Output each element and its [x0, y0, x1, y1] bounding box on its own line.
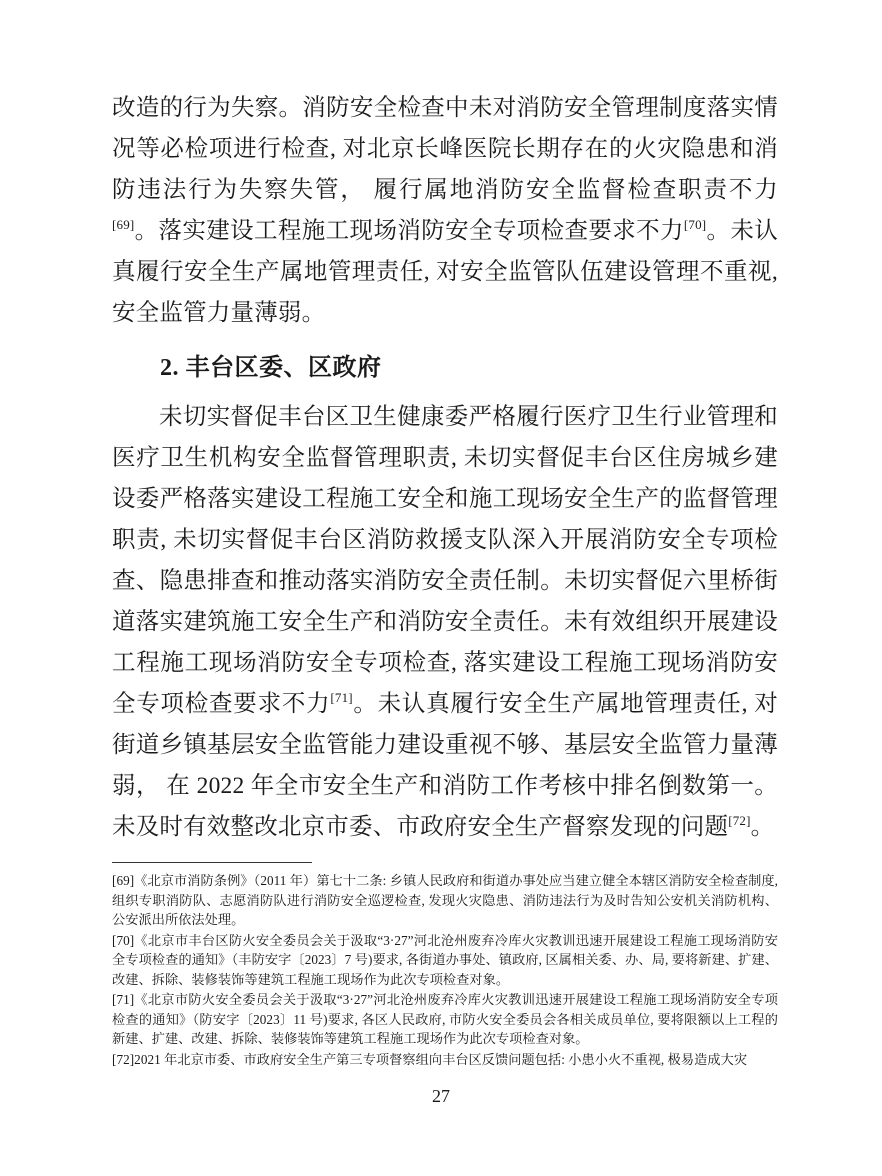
- footnote-separator-rule: [112, 862, 312, 863]
- paragraph-text: 改造的行为失察。消防安全检查中未对消防安全管理制度落实情况等必检项进行检查, 对北京长峰医院长期存在的火灾隐患和消防违法行为失察失管， 履行属地消防安全监督检查职责不力: [112, 95, 778, 203]
- section-heading: 2. 丰台区委、区政府: [160, 355, 382, 381]
- paragraph2-text-2: 。未认真履行安全生产属地管理责任, 对街道乡镇基层安全监管能力建设重视不够、基层安全监管力量薄弱， 在 2022 年全市安全生产和消防工作考核中排名倒数第一。未及时有效整改北京市委、市政府安全生产督察发现的问题: [112, 691, 778, 840]
- footnote-69: [69]《北京市消防条例》（2011 年）第七十二条: 乡镇人民政府和街道办事处应当建立健全本辖区消防安全检查制度, 组织专职消防队、志愿消防队进行消防安全巡逻检查, 发现火灾隐患、消防违法行为及时告知公安机关消防机构、公安派出所依法处理。: [112, 873, 778, 927]
- paragraph2-text-1: 未切实督促丰台区卫生健康委严格履行医疗卫生行业管理和医疗卫生机构安全监督管理职责, 未切实督促丰台区住房城乡建设委严格落实建设工程施工安全和施工现场安全生产的监督管理职责, 未切实督促丰台区消防救援支队深入开展消防安全专项检查、隐患排查和推动落实消防安全责任制。未切实督促六里桥街道落实建筑施工安全生产和消防安全责任。未有效组织开展建设工程施工现场消防安全专项检查, 落实建设工程施工现场消防安全专项检查要求不力: [112, 404, 778, 717]
- footnote-marker-72[interactable]: [72]: [728, 813, 751, 829]
- paragraph-text-2: 。落实建设工程施工现场消防安全专项检查要求不力: [134, 218, 684, 244]
- footnote-70: [70]《北京市丰台区防火安全委员会关于汲取“3·27”河北沧州废弃冷库火灾教训迅速开展建设工程施工现场消防安全专项检查的通知》（丰防安字〔2023〕7 号)要求, 各街道办事处、镇政府, 区属相关委、办、局, 要将新建、扩建、改建、拆除、装修装饰等建筑工程施工现场作为此次专项检查对象。: [112, 932, 778, 987]
- footnote-marker-71[interactable]: [71]: [330, 690, 353, 706]
- paragraph2-text-3: 。: [750, 814, 775, 840]
- paragraph-section-body: [112, 397, 778, 848]
- footnote-marker-69[interactable]: [69]: [112, 217, 135, 233]
- footnote-marker-70[interactable]: [70]: [683, 217, 707, 233]
- paragraph-text-3: 。未认真履行安全生产属地管理责任, 对安全监管队伍建设管理不重视, 安全监管力量薄弱。: [112, 218, 778, 326]
- body-content: [112, 88, 778, 848]
- footnote-71: [71]《北京市防火安全委员会关于汲取“3·27”河北沧州废弃冷库火灾教训迅速开展建设工程施工现场消防安全专项检查的通知》（防安字〔2023〕11 号)要求, 各区人民政府, 市防火安全委员会各相关成员单位, 要将限额以上工程的新建、扩建、改建、拆除、装修装饰等建筑工程施工现场作为此次专项检查对象。: [112, 992, 778, 1046]
- page-number: 27: [432, 1086, 450, 1106]
- footnote-72: [72]2021 年北京市委、市政府安全生产第三专项督察组向丰台区反馈问题包括: 小患小火不重视, 极易造成大灾: [112, 1051, 748, 1067]
- paragraph-continued: [112, 88, 778, 334]
- footnote-area: [112, 862, 778, 1070]
